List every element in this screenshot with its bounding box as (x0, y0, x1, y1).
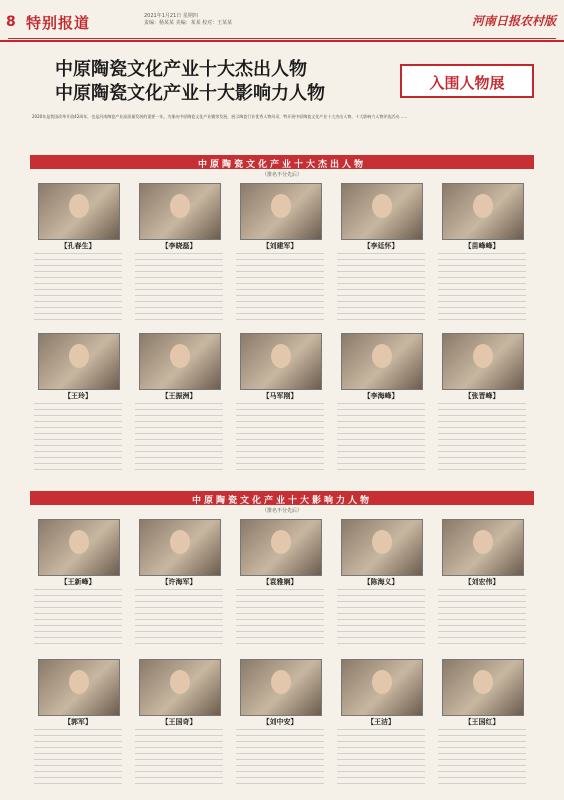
intro-paragraph: 2020年是我国改革开放42周年，也是河南陶瓷产业高质量发展的重要一年。为推动中原陶瓷文化产业繁荣发展，展示陶瓷行业优秀人物风采，特开展中原陶瓷文化产业十大杰出人物、十大影响力人物评选活动…… (32, 114, 408, 119)
person-bio-text (438, 403, 526, 473)
page-number: 8 (6, 14, 16, 30)
person-photo (38, 333, 120, 390)
person-card (232, 333, 328, 478)
person-photo (341, 183, 423, 240)
person-bio-text (236, 253, 324, 323)
person-bio-text (236, 403, 324, 473)
person-bio-text (438, 253, 526, 323)
person-bio-text (337, 729, 425, 789)
person-bio-text (337, 253, 425, 323)
person-bio-text (135, 589, 223, 649)
person-bio-text (34, 589, 122, 649)
person-card (333, 659, 429, 794)
person-photo (38, 659, 120, 716)
person-name: 【李廷怀】 (363, 242, 399, 250)
person-name: 【陈海义】 (363, 578, 399, 586)
section-subtitle: （排名不分先后） (261, 172, 302, 178)
person-name: 【李晓磊】 (161, 242, 197, 250)
person-card (232, 659, 328, 794)
person-name: 【刘中安】 (262, 718, 298, 726)
people-grid-influence (30, 519, 540, 799)
person-card (434, 519, 530, 654)
person-name: 【张晋峰】 (464, 392, 500, 400)
person-photo (139, 333, 221, 390)
person-card (232, 183, 328, 328)
person-card (131, 333, 227, 478)
headline-line-1: 中原陶瓷文化产业十大杰出人物 (55, 59, 307, 80)
section-band-title: 中原陶瓷文化产业十大影响力人物 (191, 496, 372, 506)
person-card (232, 519, 328, 654)
person-card (131, 183, 227, 328)
person-bio-text (236, 589, 324, 649)
person-name: 【许海军】 (161, 578, 197, 586)
person-bio-text (34, 729, 122, 789)
person-name: 【马军刚】 (262, 392, 298, 400)
newspaper-logo: 河南日报农村版 (471, 14, 556, 28)
person-name: 【刘宏伟】 (464, 578, 500, 586)
person-bio-text (135, 729, 223, 789)
person-bio-text (438, 589, 526, 649)
person-bio-text (236, 729, 324, 789)
person-name: 【苗峰峰】 (464, 242, 500, 250)
person-name: 【李海峰】 (363, 392, 399, 400)
masthead (0, 0, 564, 42)
person-name: 【袁雅娴】 (262, 578, 298, 586)
person-name: 【郭军】 (64, 718, 92, 726)
person-card (434, 183, 530, 328)
feature-tag-box (400, 64, 534, 98)
issue-date: 2021年1月21日 星期四 (144, 13, 198, 19)
person-photo (139, 183, 221, 240)
person-card (333, 519, 429, 654)
header-rule (8, 38, 556, 39)
person-bio-text (34, 253, 122, 323)
section-band-outstanding (30, 155, 534, 169)
section-title: 特别报道 (26, 14, 91, 32)
person-card (131, 659, 227, 794)
person-name: 【孔春生】 (60, 242, 96, 250)
section-band-title: 中原陶瓷文化产业十大杰出人物 (197, 160, 366, 170)
people-grid-outstanding (30, 183, 540, 483)
person-name: 【王洁】 (367, 718, 395, 726)
person-photo (139, 519, 221, 576)
person-card (30, 519, 126, 654)
headline-line-2: 中原陶瓷文化产业十大影响力人物 (55, 83, 325, 104)
person-photo (240, 659, 322, 716)
person-photo (139, 659, 221, 716)
person-bio-text (135, 403, 223, 473)
person-name: 【王国红】 (464, 718, 500, 726)
person-card (434, 659, 530, 794)
person-bio-text (34, 403, 122, 473)
person-photo (341, 519, 423, 576)
person-photo (38, 519, 120, 576)
person-photo (442, 333, 524, 390)
person-photo (38, 183, 120, 240)
person-card (434, 333, 530, 478)
person-photo (442, 183, 524, 240)
person-card (30, 333, 126, 478)
section-band-influence (30, 491, 534, 505)
person-photo (341, 333, 423, 390)
person-name: 【王新峰】 (60, 578, 96, 586)
person-bio-text (438, 729, 526, 789)
person-photo (240, 183, 322, 240)
person-bio-text (337, 403, 425, 473)
person-card (333, 333, 429, 478)
feature-tag: 入围人物展 (429, 74, 505, 92)
person-name: 【王国奇】 (161, 718, 197, 726)
section-subtitle: （排名不分先后） (261, 508, 302, 514)
person-photo (341, 659, 423, 716)
editor-credits: 责编：杨某某 美编：某某 校对：王某某 (144, 20, 233, 26)
masthead-meta (144, 13, 232, 27)
person-photo (240, 519, 322, 576)
person-bio-text (337, 589, 425, 649)
person-name: 【王振洲】 (161, 392, 197, 400)
person-bio-text (135, 253, 223, 323)
person-card (30, 659, 126, 794)
person-card (30, 183, 126, 328)
person-card (131, 519, 227, 654)
person-name: 【王玲】 (64, 392, 92, 400)
person-photo (240, 333, 322, 390)
person-name: 【刘建军】 (262, 242, 298, 250)
person-card (333, 183, 429, 328)
person-photo (442, 519, 524, 576)
person-photo (442, 659, 524, 716)
